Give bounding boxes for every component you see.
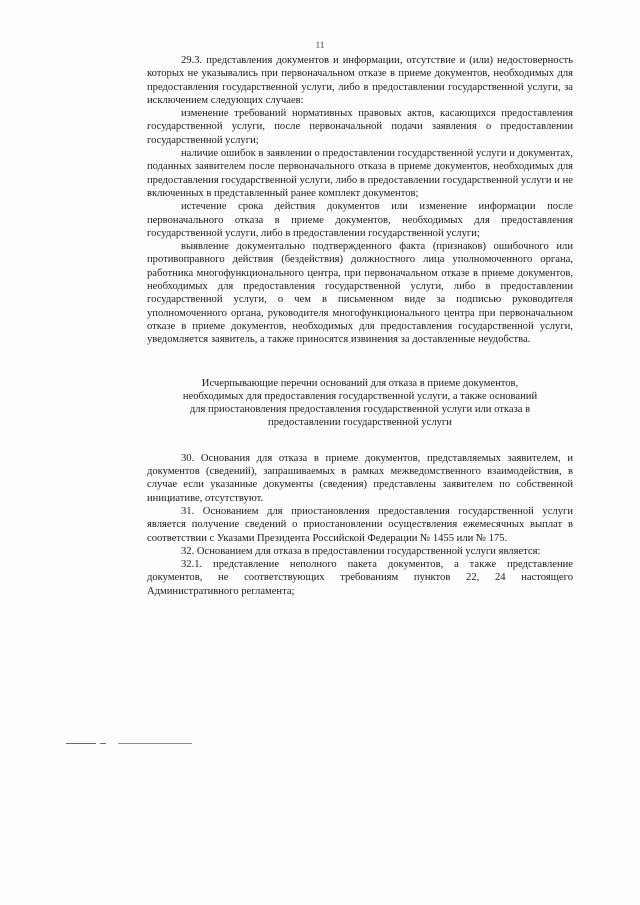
heading-line: для приостановления предоставления государственной услуги или отказа в bbox=[189, 404, 531, 416]
paragraph-exception-2: наличие ошибок в заявлении о предоставлении государственной услуги и документах, поданных заявителем после первоначального отказа в приеме документов, необходимых для предоставления государственной услуги, либо в предоставлении государственной услуги и не включенных в представленный ранее комплект документов; bbox=[147, 148, 573, 199]
heading-line: Исчерпывающие перечни оснований для отказа в приеме документов, bbox=[201, 377, 519, 389]
paragraph-32-1: 32.1. представление неполного пакета документов, а также представление документов, не соответствующих требованиям пунктов 22, 24 настоящего Административного регламента; bbox=[147, 559, 573, 597]
section-heading bbox=[147, 377, 573, 430]
paragraph-32: 32. Основанием для отказа в предоставлении государственной услуги является: bbox=[181, 545, 541, 557]
paragraph-exception-1: изменение требований нормативных правовых актов, касающихся предоставления государственной услуги, после первоначальной подачи заявления о предоставлении государственной услуги; bbox=[147, 108, 573, 146]
paragraph-31: 31. Основанием для приостановления предоставления государственной услуги является получение сведений о приостановлении осуществления ежемесячных выплат в соответствии с Указами Президента Российской Федерации № 1455 или № 175. bbox=[147, 505, 573, 544]
paragraph-exception-4: выявление документально подтвержденного факта (признаков) ошибочного или противоправного действия (бездействия) должностного лица уполномоченного органа, работника многофункционального центра, при первоначальном отказе в приеме документов, необходимых для предоставления государственной услуги, либо в предоставлении государственной услуги, о чем в письменном виде за подписью руководителя уполномоченного органа, руководителя многофункционального центра при первоначальном отказе в приеме документов, необходимых для предоставления государственной услуги, уведомляется заявитель, а также приносятся извинения за доставленные неудобства. bbox=[147, 241, 573, 346]
paragraph-29-3: 29.3. представления документов и информации, отсутствие и (или) недостоверность которых не указывались при первоначальном отказе в приеме документов, необходимых для предоставления государственной услуги, либо в предоставлении государственной услуги, за исключением следующих случаев: bbox=[147, 55, 573, 106]
page-number: 11 bbox=[315, 40, 325, 50]
heading-line: необходимых для предоставления государственной услуги, а также оснований bbox=[182, 390, 538, 402]
document-body bbox=[147, 54, 573, 598]
paragraph-30: 30. Основания для отказа в приеме документов, представляемых заявителем, и документов (сведений), запрашиваемых в рамках межведомственного взаимодействия, в случае если указанные документы (сведения) представлены заявителем по собственной инициативе, отсутствуют. bbox=[147, 452, 573, 504]
heading-line: предоставлении государственной услуги bbox=[268, 417, 452, 429]
paragraph-exception-3: истечение срока действия документов или изменение информации после первоначального отказа в приеме документов, необходимых для предоставления государственной услуги, либо в предоставлении государственной услуги; bbox=[147, 201, 573, 239]
scan-artifact-line bbox=[100, 743, 106, 744]
scan-artifact-line bbox=[118, 743, 192, 744]
scan-artifact-line bbox=[66, 743, 96, 744]
